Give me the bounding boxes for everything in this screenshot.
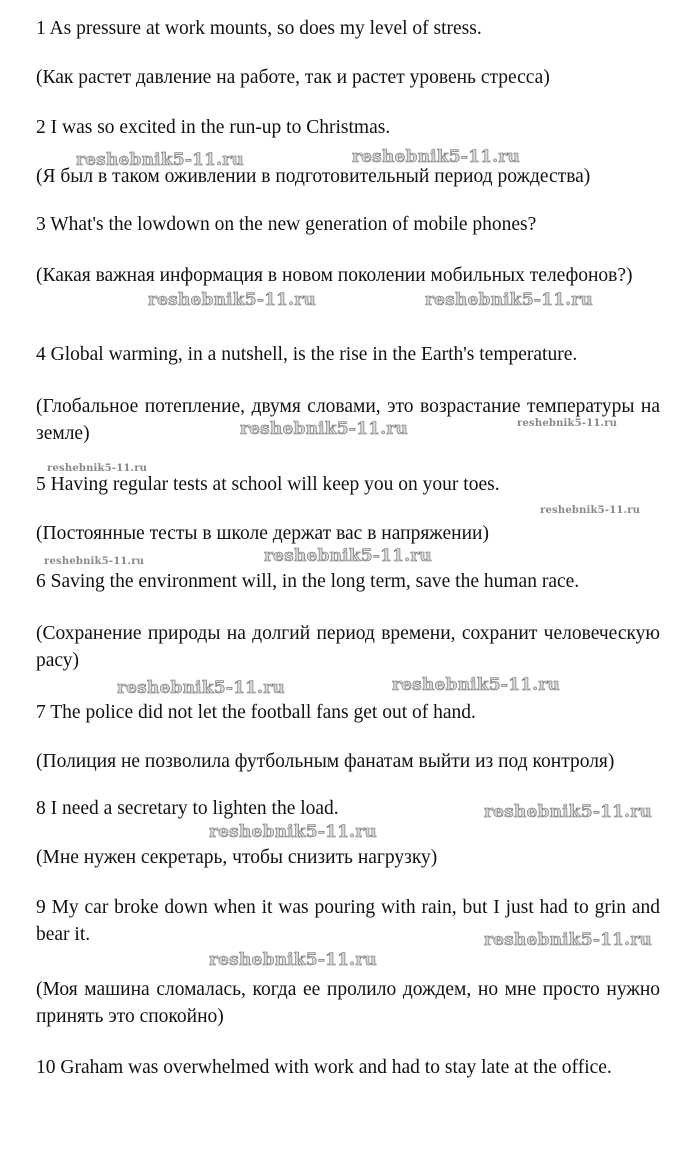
sentence-en-8: 8 I need a secretary to lighten the load. [36,798,339,819]
watermark: reshebnik5-11.ru [392,675,560,695]
sentence-ru-5: (Постоянные тесты в школе держат вас в напряжении) [36,523,489,544]
watermark: reshebnik5-11.ru [209,822,377,842]
sentence-ru-2: (Я был в таком оживлении в подготовительный период рождества) [36,166,591,187]
sentence-en-4: 4 Global warming, in a nutshell, is the rise in the Earth's temperature. [36,344,578,365]
sentence-ru-4: (Глобальное потепление, двумя словами, это возрастание температуры на земле) [36,396,660,444]
sentence-en-5: 5 Having regular tests at school will keep you on your toes. [36,474,500,495]
watermark: reshebnik5-11.ru [352,147,520,167]
watermark: reshebnik5-11.ru [240,419,408,439]
watermark: reshebnik5-11.ru [76,150,244,170]
watermark: reshebnik5-11.ru [209,950,377,970]
watermark: reshebnik5-11.ru [148,290,316,310]
sentence-en-10: 10 Graham was overwhelmed with work and had to stay late at the office. [36,1057,612,1078]
watermark: reshebnik5-11.ru [117,678,285,698]
sentence-ru-9: (Моя машина сломалась, когда ее пролило дождем, но мне просто нужно принять это спокойно) [36,979,660,1027]
watermark: reshebnik5-11.ru [47,463,148,474]
sentence-ru-7: (Полиция не позволила футбольным фанатам выйти из под контроля) [36,751,615,772]
sentence-en-1: 1 As pressure at work mounts, so does my level of stress. [36,18,482,39]
watermark: reshebnik5-11.ru [484,802,652,822]
sentence-en-7: 7 The police did not let the football fans get out of hand. [36,702,476,723]
sentence-en-9: 9 My car broke down when it was pouring with rain, but I just had to grin and bear it. [36,897,660,945]
sentence-ru-6: (Сохранение природы на долгий период времени, сохранит человеческую расу) [36,623,660,671]
sentence-ru-1: (Как растет давление на работе, так и растет уровень стресса) [36,67,550,88]
watermark: reshebnik5-11.ru [484,930,652,950]
sentence-ru-3: (Какая важная информация в новом поколении мобильных телефонов?) [36,265,633,286]
watermark: reshebnik5-11.ru [540,505,641,516]
sentence-en-3: 3 What's the lowdown on the new generation of mobile phones? [36,214,537,235]
watermark: reshebnik5-11.ru [517,418,618,429]
sentence-ru-8: (Мне нужен секретарь, чтобы снизить нагрузку) [36,847,438,868]
sentence-en-2: 2 I was so excited in the run-up to Christmas. [36,117,391,138]
watermark: reshebnik5-11.ru [44,556,145,567]
watermark: reshebnik5-11.ru [425,290,593,310]
sentence-en-6: 6 Saving the environment will, in the long term, save the human race. [36,571,580,592]
watermark: reshebnik5-11.ru [264,546,432,566]
